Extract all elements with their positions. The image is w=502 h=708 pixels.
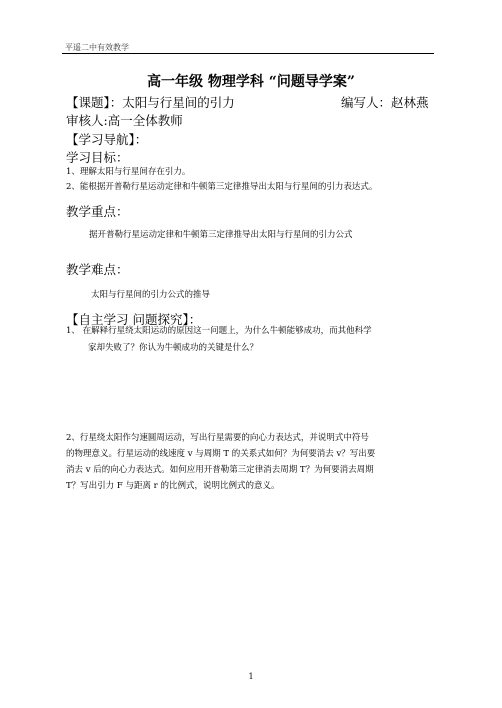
question-1-line: 家却失败了？你认为牛顿成功的关键是什么？ [88, 343, 259, 353]
page-number: 1 [248, 672, 254, 681]
difficulty-text: 太阳与行星间的引力公式的推导 [91, 290, 211, 300]
document-title: 高一年级 物理学科 “问题导学案” [147, 74, 355, 90]
question-2-line: 2、行星绕太阳作匀速圆周运动，写出行星需要的向心力表达式，并说明式中符号 [66, 433, 369, 443]
guide-heading: 【学习导航】： [66, 132, 148, 147]
reviewer: 审核人:高一全体教师 [66, 113, 183, 128]
question-2-line: 消去 v 后的向心力表达式。如何应用开普勒第三定律消去周期 T？为何要消去周期 [66, 465, 374, 475]
lesson-topic: 【课题】：太阳与行星间的引力 [66, 95, 235, 110]
goal-item: 1、理解太阳与行星间存在引力。 [66, 167, 191, 177]
question-1-line: 1、 在解释行星绕太阳运动的原因这一问题上，为什么牛顿能够成功，而其他科学 [66, 326, 372, 336]
question-2-line: 的物理意义。行星运动的线速度 v 与周期 T 的关系式如何？为何要消去 v？写出要 [66, 449, 376, 459]
goal-item: 2、能根据开普勒行星运动定律和牛顿第三定律推导出太阳与行星间的引力表达式。 [66, 182, 378, 192]
author: 编写人：赵林燕 [341, 95, 429, 110]
difficulty-heading: 教学难点： [66, 262, 129, 277]
question-2-line: T？写出引力 F 与距离 r 的比例式，说明比例式的意义。 [66, 481, 280, 491]
header-divider [62, 53, 434, 54]
key-heading: 教学重点： [66, 204, 129, 219]
goals-heading: 学习目标： [66, 150, 129, 165]
explore-heading: 【自主学习 问题探究】： [66, 312, 202, 327]
page-header: 平遥二中有效教学 [65, 43, 129, 52]
key-text: 据开普勒行星运动定律和牛顿第三定律推导出太阳与行星间的引力公式 [89, 230, 353, 240]
